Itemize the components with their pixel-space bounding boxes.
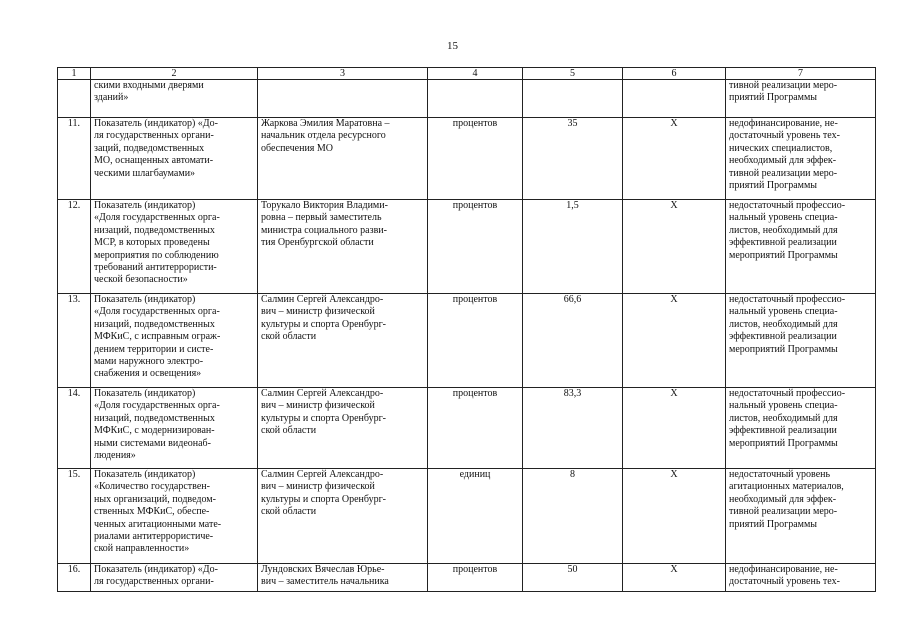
reason-cell: недофинансирование, не- достаточный уровень тех- <box>726 564 876 592</box>
row-number <box>58 80 91 118</box>
indicator-cell: Показатель (индикатор) «Доля государственных орга- низаций, подведомственных МФКиС, с исправным ограж- дением территории и систе- мами наружного электро- снабжения и освещения» <box>91 294 258 388</box>
column-header: 6 <box>623 68 726 80</box>
page-number: 15 <box>447 40 458 52</box>
reason-cell: недостаточный профессио- нальный уровень специа- листов, необходимый для эффективной реализации мероприятий Программы <box>726 388 876 469</box>
table-row <box>58 388 876 469</box>
mark-cell: X <box>623 388 726 469</box>
table-row <box>58 200 876 294</box>
mark-cell: X <box>623 118 726 200</box>
value-cell: 8 <box>523 469 623 564</box>
value-cell: 1,5 <box>523 200 623 294</box>
indicator-cell: Показатель (индикатор) «Доля государственных орга- низаций, подведомственных МФКиС, с модернизирован- ными системами видеонаб- людения» <box>91 388 258 469</box>
row-number: 11. <box>58 118 91 200</box>
responsible-cell <box>258 80 428 118</box>
unit-cell: процентов <box>428 564 523 592</box>
column-header: 3 <box>258 68 428 80</box>
header-row <box>58 68 876 80</box>
value-cell: 50 <box>523 564 623 592</box>
responsible-cell: Салмин Сергей Александро- вич – министр физической культуры и спорта Оренбург- ской области <box>258 294 428 388</box>
row-number: 16. <box>58 564 91 592</box>
indicator-cell: Показатель (индикатор) «Доля государственных орга- низаций, подведомственных МСР, в которых проведены мероприятия по соблюдению требований антитеррористи- ческой безопасности» <box>91 200 258 294</box>
mark-cell <box>623 80 726 118</box>
column-header: 1 <box>58 68 91 80</box>
column-header: 5 <box>523 68 623 80</box>
unit-cell: процентов <box>428 388 523 469</box>
indicator-cell: Показатель (индикатор) «Количество государствен- ных организаций, подведом- ственных МФКиС, обеспе- ченных агитационными мате- риалами антитеррористиче- ской направленности» <box>91 469 258 564</box>
indicator-cell: Показатель (индикатор) «До- ля государственных органи- заций, подведомственных МО, оснащенных автомати- ческими шлагбаумами» <box>91 118 258 200</box>
value-cell <box>523 80 623 118</box>
row-number: 15. <box>58 469 91 564</box>
responsible-cell: Жаркова Эмилия Маратовна – начальник отдела ресурсного обеспечения МО <box>258 118 428 200</box>
responsible-cell: Салмин Сергей Александро- вич – министр физической культуры и спорта Оренбург- ской области <box>258 469 428 564</box>
column-header: 2 <box>91 68 258 80</box>
table-row <box>58 294 876 388</box>
responsible-cell: Лундовских Вячеслав Юрье- вич – заместитель начальника <box>258 564 428 592</box>
value-cell: 83,3 <box>523 388 623 469</box>
indicator-cell: Показатель (индикатор) «До- ля государственных органи- <box>91 564 258 592</box>
unit-cell: единиц <box>428 469 523 564</box>
responsible-cell: Торукало Виктория Владими- ровна – первый заместитель министра социального разви- тия Оренбургской области <box>258 200 428 294</box>
table-row <box>58 469 876 564</box>
reason-cell: недофинансирование, не- достаточный уровень тех- нических специалистов, необходимый для эффек- тивной реализации меро- приятий Программы <box>726 118 876 200</box>
table-row <box>58 80 876 118</box>
mark-cell: X <box>623 469 726 564</box>
reason-cell: недостаточный профессио- нальный уровень специа- листов, необходимый для эффективной реализации мероприятий Программы <box>726 294 876 388</box>
row-number: 14. <box>58 388 91 469</box>
indicator-cell: скими входными дверями зданий» <box>91 80 258 118</box>
reason-cell: недостаточный уровень агитационных материалов, необходимый для эффек- тивной реализации меро- приятий Программы <box>726 469 876 564</box>
unit-cell: процентов <box>428 200 523 294</box>
mark-cell: X <box>623 294 726 388</box>
reason-cell: тивной реализации меро- приятий Программы <box>726 80 876 118</box>
indicators-table <box>57 67 876 592</box>
mark-cell: X <box>623 564 726 592</box>
unit-cell: процентов <box>428 118 523 200</box>
unit-cell: процентов <box>428 294 523 388</box>
unit-cell <box>428 80 523 118</box>
mark-cell: X <box>623 200 726 294</box>
row-number: 12. <box>58 200 91 294</box>
table-row <box>58 118 876 200</box>
value-cell: 66,6 <box>523 294 623 388</box>
reason-cell: недостаточный профессио- нальный уровень специа- листов, необходимый для эффективной реализации мероприятий Программы <box>726 200 876 294</box>
row-number: 13. <box>58 294 91 388</box>
responsible-cell: Салмин Сергей Александро- вич – министр физической культуры и спорта Оренбург- ской области <box>258 388 428 469</box>
column-header: 7 <box>726 68 876 80</box>
column-header: 4 <box>428 68 523 80</box>
table-row <box>58 564 876 592</box>
value-cell: 35 <box>523 118 623 200</box>
